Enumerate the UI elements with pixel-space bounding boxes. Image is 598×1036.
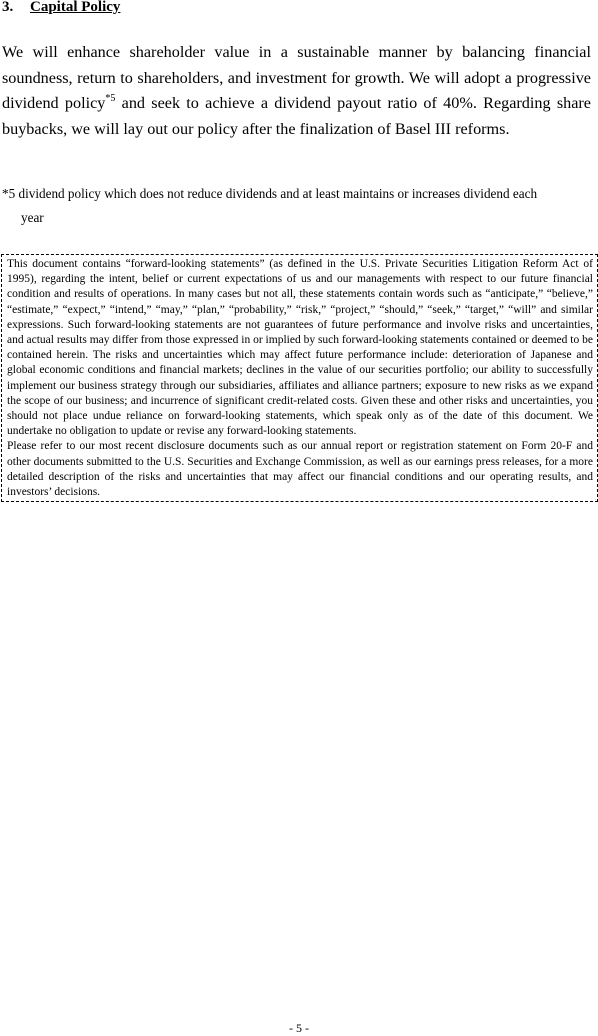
section-title: Capital Policy: [30, 0, 121, 15]
section-heading: [2, 0, 120, 16]
page-number: - 5 -: [289, 1021, 309, 1035]
footnote-text-continued: year: [21, 210, 44, 225]
body-text-after: and seek to achieve a dividend payout ratio of 40%. Regarding share buybacks, we will lay out our policy after the finalization of Basel III reforms.: [2, 94, 591, 138]
footnote-mark: *5: [2, 186, 16, 201]
disclaimer-paragraph-2: Please refer to our most recent disclosure documents such as our annual report or registration statement on Form 20-F and other documents submitted to the U.S. Securities and Exchange Commission, as well as our earnings press releases, for a more detailed description of the risks and uncertainties that may affect our financial conditions and our operating results, and investors’ decisions.: [7, 440, 593, 499]
capital-policy-paragraph: [2, 40, 591, 142]
body-text-before: We will enhance shareholder value in a sustainable manner by balancing financial soundness, return to shareholders, and investment for growth. We will adopt a progressive dividend policy: [2, 43, 591, 112]
footnote-reference: *5: [105, 93, 116, 104]
footnote: [2, 182, 591, 230]
forward-looking-disclaimer-box: [1, 254, 598, 502]
section-number: 3.: [2, 0, 14, 15]
footnote-text: dividend policy which does not reduce dividends and at least maintains or increases dividend each: [15, 186, 538, 201]
disclaimer-paragraph-1: This document contains “forward-looking statements” (as defined in the U.S. Private Securities Litigation Reform Act of 1995), regarding the intent, belief or current expectations of us and our managements with respect to our future financial condition and results of operations. In many cases but not all, these statements contain words such as “anticipate,” “believe,” “estimate,” “expect,” “intend,” “may,” “plan,” “probability,” “risk,” “project,” “should,” “seek,” “target,” “will” and similar expressions. Such forward-looking statements are not guarantees of future performance and involve risks and uncertainties, and actual results may differ from those expressed in or implied by such forward-looking statements contained or deemed to be contained herein. The risks and uncertainties which may affect future performance include: deterioration of Japanese and global economic conditions and financial markets; declines in the value of our securities portfolio; our ability to successfully implement our business strategy through our subsidiaries, affiliates and alliance partners; exposure to new risks as we expand the scope of our business; and incurrence of significant credit-related costs. Given these and other risks and uncertainties, you should not place undue reliance on forward-looking statements, which speak only as of the date of this document. We undertake no obligation to update or revise any forward-looking statements.: [7, 258, 593, 438]
